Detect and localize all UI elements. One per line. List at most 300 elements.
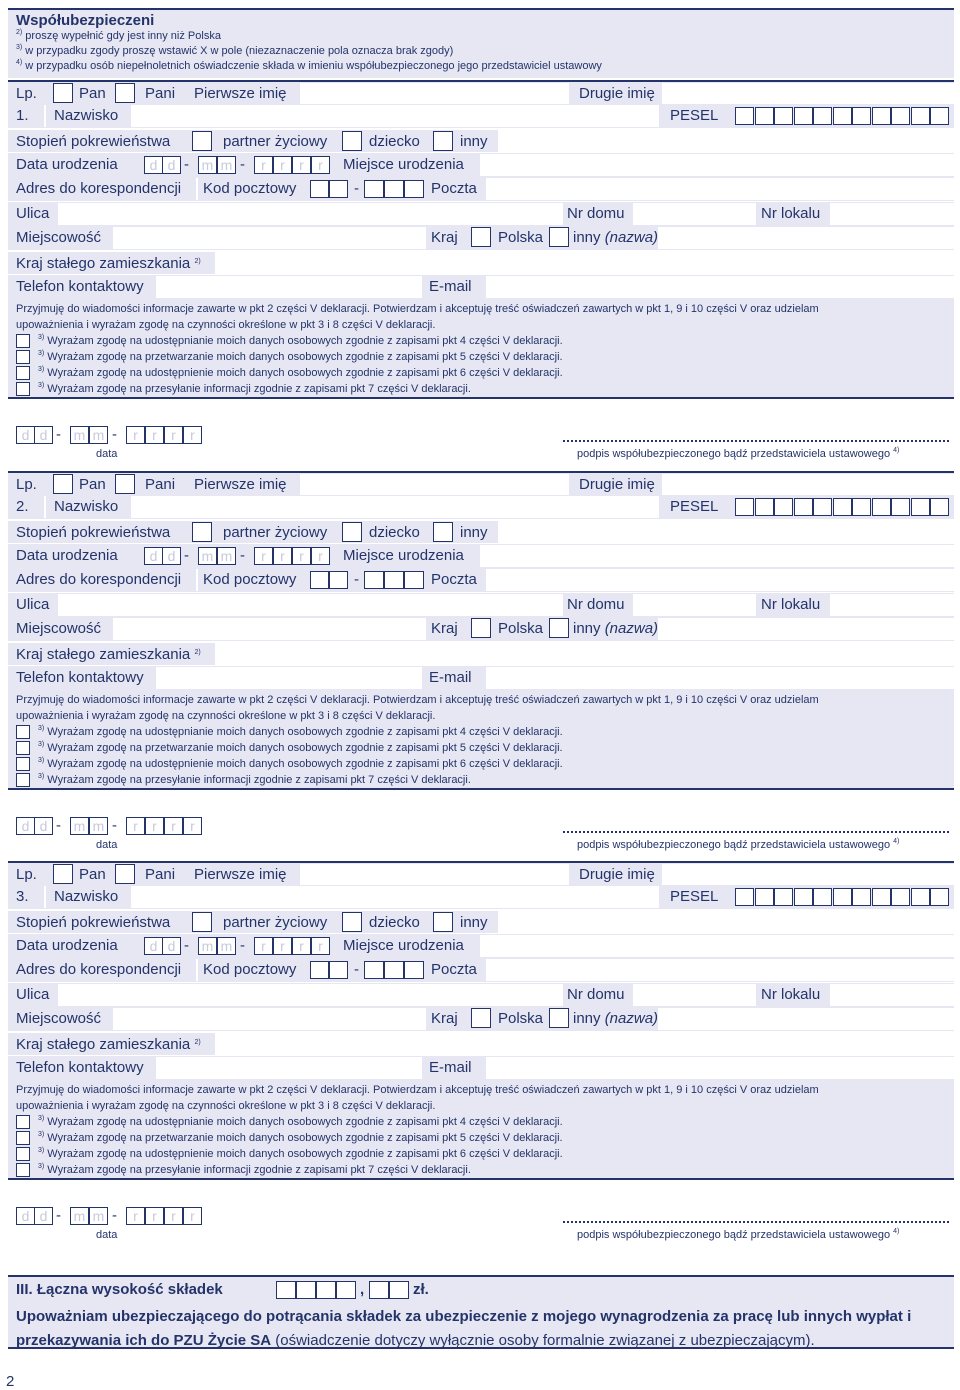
date-digit-box[interactable]: r <box>254 156 273 174</box>
coinsured-block <box>8 471 954 791</box>
consent-item: $^{3)}$ Wyrażam zgodę na udostępnienie moich danych osobowych zgodnie z zapisami pkt 6 części V deklaracji. <box>16 1146 946 1162</box>
other-relation-checkbox[interactable] <box>433 522 453 542</box>
postal-digit[interactable] <box>404 571 424 589</box>
street-field[interactable] <box>58 984 563 1006</box>
first-name-field[interactable] <box>300 474 569 496</box>
second-name-label: Drugie imię <box>579 476 655 493</box>
surname-label: Nazwisko <box>54 888 119 905</box>
date-digit-box[interactable]: d <box>144 156 163 174</box>
pesel-digit-box[interactable] <box>911 498 930 516</box>
consent-checkbox[interactable] <box>16 350 30 364</box>
pesel-digit-box[interactable] <box>852 888 871 906</box>
date-digit-box[interactable]: r <box>292 156 311 174</box>
date-digit-box[interactable]: d <box>162 547 181 565</box>
date-digit-box[interactable]: m <box>70 817 89 835</box>
other-country-checkbox[interactable] <box>549 227 569 247</box>
pani-label: Pani <box>145 866 176 883</box>
poland-checkbox[interactable] <box>471 1008 491 1028</box>
pesel-label: PESEL <box>670 888 719 905</box>
date-digit-box[interactable]: r <box>311 547 330 565</box>
partner-checkbox[interactable] <box>192 912 212 932</box>
total-premium-label: III. Łączna wysokość składek <box>16 1281 223 1298</box>
pesel-digit-box[interactable] <box>774 888 793 906</box>
signature-line[interactable] <box>563 831 949 833</box>
partner-checkbox[interactable] <box>192 522 212 542</box>
date-digit-box[interactable]: d <box>162 156 181 174</box>
date-digit-box[interactable]: r <box>311 937 330 955</box>
pani-checkbox[interactable] <box>115 864 135 884</box>
street-field[interactable] <box>58 594 563 616</box>
pesel-digit-box[interactable] <box>735 498 754 516</box>
decimal-comma: , <box>360 1281 365 1298</box>
pesel-digit-box[interactable] <box>833 888 852 906</box>
pesel-digit-box[interactable] <box>872 888 891 906</box>
premium-digit[interactable] <box>276 1281 296 1299</box>
consent-item: $^{3)}$ Wyrażam zgodę na przesyłanie informacji zgodnie z zapisami pkt 7 części V deklaracji. <box>16 1162 946 1178</box>
postal-code-label: Kod pocztowy <box>203 180 297 197</box>
partner-label: partner życiowy <box>223 914 328 931</box>
pan-label: Pan <box>79 866 106 883</box>
street-label: Ulica <box>16 986 50 1003</box>
residence-country-field[interactable] <box>215 643 954 667</box>
postal-digit[interactable] <box>329 571 348 589</box>
child-checkbox[interactable] <box>342 912 362 932</box>
pani-label: Pani <box>145 85 176 102</box>
child-checkbox[interactable] <box>342 522 362 542</box>
consent-checkbox[interactable] <box>16 382 30 396</box>
address-row <box>8 568 954 592</box>
consent-checkbox[interactable] <box>16 773 30 787</box>
address-row <box>8 177 954 201</box>
pesel-digit-box[interactable] <box>891 107 910 125</box>
pesel-digit-box[interactable] <box>891 498 910 516</box>
pesel-digit-box[interactable] <box>813 107 832 125</box>
signature-caption: podpis współubezpieczonego bądź przedstawiciela ustawowego $^{4)}$ <box>577 447 900 460</box>
city-label: Miejscowość <box>16 620 102 637</box>
consent-item: $^{3)}$ Wyrażam zgodę na przetwarzanie moich danych osobowych zgodnie z zapisami pkt 5 części V deklaracji. <box>16 1130 946 1146</box>
date-dash: - <box>184 547 189 564</box>
date-digit-box[interactable]: r <box>126 817 145 835</box>
birth-date-label: Data urodzenia <box>16 547 118 564</box>
pesel-digit-box[interactable] <box>813 498 832 516</box>
section-title: Współubezpieczeni <box>16 12 155 29</box>
residence-country-field[interactable] <box>215 252 954 276</box>
pesel-digit-box[interactable] <box>872 107 891 125</box>
date-digit-box[interactable]: m <box>217 547 236 565</box>
date-digit-box[interactable]: m <box>70 1207 89 1225</box>
address-label: Adres do korespondencji <box>16 180 182 197</box>
street-row <box>8 983 954 1007</box>
lp-label: Lp. <box>16 476 37 493</box>
poland-label: Polska <box>498 229 544 246</box>
date-digit-box[interactable]: r <box>164 1207 183 1225</box>
pesel-digit-box[interactable] <box>755 107 774 125</box>
birth-row <box>8 153 954 177</box>
relation-label: Stopień pokrewieństwa <box>16 524 171 541</box>
phone-field[interactable] <box>156 276 422 298</box>
section-iii <box>8 1275 954 1349</box>
poland-checkbox[interactable] <box>471 618 491 638</box>
consent-intro-2: upoważnienia i wyrażam zgodę na czynności określone w pkt 3 i 8 części V deklaracji. <box>16 710 436 722</box>
date-dash: - <box>240 937 245 954</box>
residence-country-label: Kraj stałego zamieszkania $^{2)}$ <box>16 255 201 272</box>
apartment-number-label: Nr lokalu <box>761 986 821 1003</box>
birth-place-field[interactable] <box>480 154 954 176</box>
date-digit-box[interactable]: m <box>198 547 217 565</box>
second-name-field[interactable] <box>662 474 954 496</box>
phone-label: Telefon kontaktowy <box>16 669 144 686</box>
pan-checkbox[interactable] <box>53 474 73 494</box>
email-label: E-mail <box>429 278 472 295</box>
pesel-digit-box[interactable] <box>774 498 793 516</box>
street-field[interactable] <box>58 203 563 225</box>
phone-field[interactable] <box>156 1057 422 1079</box>
partner-label: partner życiowy <box>223 133 328 150</box>
residence-country-field[interactable] <box>215 1033 954 1057</box>
house-number-label: Nr domu <box>567 986 625 1003</box>
other-country-label: inny (nazwa) <box>573 229 659 246</box>
pesel-digit-box[interactable] <box>755 888 774 906</box>
relation-row <box>8 909 954 933</box>
postal-digit[interactable] <box>329 180 348 198</box>
date-digit-box[interactable]: r <box>164 817 183 835</box>
premium-digit[interactable] <box>389 1281 409 1299</box>
consent-intro: Przyjmuję do wiadomości informacje zawarte w pkt 2 części V deklaracji. Potwierdzam i akceptuję treść oświadczeń zawartych w pkt 1, 9 i 10 części V oraz udzielam <box>16 1084 819 1096</box>
date-digit-box[interactable]: d <box>16 1207 35 1225</box>
date-dash: - <box>112 426 117 443</box>
date-dash: - <box>112 1207 117 1224</box>
country-label: Kraj <box>431 1010 458 1027</box>
consent-item: $^{3)}$ Wyrażam zgodę na udostępnianie moich danych osobowych zgodnie z zapisami pkt 4 części V deklaracji. <box>16 724 946 740</box>
pani-checkbox[interactable] <box>115 83 135 103</box>
lp-label: Lp. <box>16 85 37 102</box>
coinsured-block <box>8 80 954 400</box>
consent-checkbox[interactable] <box>16 757 30 771</box>
date-digit-box[interactable]: r <box>273 547 292 565</box>
consent-checkbox[interactable] <box>16 725 30 739</box>
date-digit-box[interactable]: m <box>217 156 236 174</box>
residence-row <box>8 250 954 274</box>
pesel-digit-box[interactable] <box>735 107 754 125</box>
consent-item: $^{3)}$ Wyrażam zgodę na przesyłanie informacji zgodnie z zapisami pkt 7 części V deklaracji. <box>16 381 946 397</box>
currency-label: zł. <box>413 1281 429 1298</box>
city-row <box>8 226 954 250</box>
pesel-digit-box[interactable] <box>872 498 891 516</box>
surname-field[interactable] <box>131 496 659 518</box>
post-office-field[interactable] <box>486 569 954 591</box>
postal-digit[interactable] <box>384 180 404 198</box>
street-row <box>8 593 954 617</box>
email-field[interactable] <box>486 1057 954 1079</box>
consent-checkbox[interactable] <box>16 334 30 348</box>
pesel-digit-box[interactable] <box>833 107 852 125</box>
person-number: 1. <box>16 107 29 124</box>
date-digit-box[interactable]: r <box>273 156 292 174</box>
surname-row <box>8 104 954 128</box>
date-digit-box[interactable]: m <box>89 426 108 444</box>
pesel-digit-box[interactable] <box>833 498 852 516</box>
premium-digit[interactable] <box>316 1281 336 1299</box>
phone-field[interactable] <box>156 667 422 689</box>
consent-checkbox[interactable] <box>16 1131 30 1145</box>
postal-digit[interactable] <box>384 961 404 979</box>
pesel-label: PESEL <box>670 498 719 515</box>
apartment-number-label: Nr lokalu <box>761 596 821 613</box>
date-dash: - <box>240 547 245 564</box>
pesel-digit-box[interactable] <box>911 107 930 125</box>
house-number-field[interactable] <box>633 594 756 616</box>
date-digit-box[interactable]: m <box>70 426 89 444</box>
date-digit-box[interactable]: r <box>126 426 145 444</box>
child-label: dziecko <box>369 524 420 541</box>
partner-checkbox[interactable] <box>192 131 212 151</box>
date-caption: data <box>96 1229 118 1241</box>
date-digit-box[interactable]: d <box>34 817 53 835</box>
birth-place-field[interactable] <box>480 935 954 957</box>
relation-label: Stopień pokrewieństwa <box>16 133 171 150</box>
house-number-label: Nr domu <box>567 205 625 222</box>
pesel-label: PESEL <box>670 107 719 124</box>
postal-digit[interactable] <box>404 961 424 979</box>
date-digit-box[interactable]: r <box>292 937 311 955</box>
date-digit-box[interactable]: r <box>183 426 202 444</box>
house-number-field[interactable] <box>633 203 756 225</box>
email-label: E-mail <box>429 1059 472 1076</box>
birth-row <box>8 544 954 568</box>
date-digit-box[interactable]: r <box>183 1207 202 1225</box>
residence-row <box>8 641 954 665</box>
apartment-number-label: Nr lokalu <box>761 205 821 222</box>
footnote-4: $^{4)}$ w przypadku osób niepełnoletnich oświadczenie składa w imieniu współubezpieczonego jego przedstawiciel ustawowy <box>16 59 602 72</box>
date-digit-box[interactable]: r <box>254 937 273 955</box>
postal-digit[interactable] <box>364 961 384 979</box>
residence-country-label: Kraj stałego zamieszkania $^{2)}$ <box>16 1036 201 1053</box>
contact-row <box>8 275 954 299</box>
pesel-digit-box[interactable] <box>794 888 813 906</box>
birth-place-label: Miejsce urodzenia <box>343 156 464 173</box>
pesel-digit-box[interactable] <box>891 888 910 906</box>
postal-digit[interactable] <box>329 961 348 979</box>
date-dash: - <box>112 817 117 834</box>
post-office-label: Poczta <box>431 180 477 197</box>
second-name-label: Drugie imię <box>579 866 655 883</box>
consent-item: $^{3)}$ Wyrażam zgodę na przetwarzanie moich danych osobowych zgodnie z zapisami pkt 5 części V deklaracji. <box>16 349 946 365</box>
date-digit-box[interactable]: d <box>16 817 35 835</box>
poland-label: Polska <box>498 1010 544 1027</box>
date-digit-box[interactable]: r <box>145 817 164 835</box>
first-name-field[interactable] <box>300 83 569 105</box>
pesel-digit-box[interactable] <box>930 498 949 516</box>
child-checkbox[interactable] <box>342 131 362 151</box>
city-field[interactable] <box>113 227 426 249</box>
pan-checkbox[interactable] <box>53 864 73 884</box>
postal-digit[interactable] <box>310 180 329 198</box>
signature-caption: podpis współubezpieczonego bądź przedstawiciela ustawowego $^{4)}$ <box>577 838 900 851</box>
second-name-field[interactable] <box>662 83 954 105</box>
contact-row <box>8 666 954 690</box>
other-country-field[interactable] <box>658 1008 954 1030</box>
pan-checkbox[interactable] <box>53 83 73 103</box>
apartment-number-field[interactable] <box>830 984 954 1006</box>
street-row <box>8 202 954 226</box>
pesel-digit-box[interactable] <box>930 888 949 906</box>
consent-intro-2: upoważnienia i wyrażam zgodę na czynności określone w pkt 3 i 8 części V deklaracji. <box>16 1100 436 1112</box>
signature-line[interactable] <box>563 440 949 442</box>
city-label: Miejscowość <box>16 1010 102 1027</box>
footnote-3: $^{3)}$ w przypadku zgody proszę wstawić X w pole (niezaznaczenie pola oznacza brak zgody) <box>16 44 454 57</box>
first-name-label: Pierwsze imię <box>194 85 287 102</box>
footnote-2: $^{2)}$ proszę wypełnić gdy jest inny niż Polska <box>16 29 221 42</box>
birth-place-label: Miejsce urodzenia <box>343 547 464 564</box>
date-digit-box[interactable]: m <box>198 156 217 174</box>
country-label: Kraj <box>431 229 458 246</box>
other-country-checkbox[interactable] <box>549 618 569 638</box>
postal-digit[interactable] <box>310 961 329 979</box>
house-number-field[interactable] <box>633 984 756 1006</box>
first-name-label: Pierwsze imię <box>194 476 287 493</box>
surname-row <box>8 885 954 909</box>
surname-label: Nazwisko <box>54 498 119 515</box>
pesel-digit-box[interactable] <box>794 498 813 516</box>
partner-label: partner życiowy <box>223 524 328 541</box>
postal-digit[interactable] <box>404 180 424 198</box>
pan-label: Pan <box>79 85 106 102</box>
email-field[interactable] <box>486 667 954 689</box>
pesel-digit-box[interactable] <box>852 498 871 516</box>
consent-block <box>8 690 954 790</box>
date-digit-box[interactable]: r <box>164 426 183 444</box>
other-relation-label: inny <box>460 133 488 150</box>
date-digit-box[interactable]: r <box>292 547 311 565</box>
signature-caption: podpis współubezpieczonego bądź przedstawiciela ustawowego $^{4)}$ <box>577 1228 900 1241</box>
other-relation-checkbox[interactable] <box>433 131 453 151</box>
residence-country-label: Kraj stałego zamieszkania $^{2)}$ <box>16 646 201 663</box>
poland-checkbox[interactable] <box>471 227 491 247</box>
postal-dash: - <box>354 180 359 197</box>
postal-digit[interactable] <box>310 571 329 589</box>
consent-checkbox[interactable] <box>16 1147 30 1161</box>
date-digit-box[interactable]: r <box>254 547 273 565</box>
pesel-digit-box[interactable] <box>852 107 871 125</box>
date-digit-box[interactable]: d <box>144 547 163 565</box>
date-digit-box[interactable]: d <box>144 937 163 955</box>
surname-field[interactable] <box>131 886 659 908</box>
consent-block <box>8 299 954 399</box>
surname-field[interactable] <box>131 105 659 127</box>
city-label: Miejscowość <box>16 229 102 246</box>
consent-checkbox[interactable] <box>16 1163 30 1177</box>
other-country-checkbox[interactable] <box>549 1008 569 1028</box>
page-number: 2 <box>6 1373 15 1390</box>
signature-line[interactable] <box>563 1221 949 1223</box>
pesel-digit-box[interactable] <box>755 498 774 516</box>
premium-digit[interactable] <box>336 1281 356 1299</box>
email-field[interactable] <box>486 276 954 298</box>
date-digit-box[interactable]: r <box>311 156 330 174</box>
postal-dash: - <box>354 571 359 588</box>
post-office-field[interactable] <box>486 959 954 981</box>
date-digit-box[interactable]: r <box>145 1207 164 1225</box>
other-relation-checkbox[interactable] <box>433 912 453 932</box>
date-digit-box[interactable]: m <box>89 1207 108 1225</box>
consent-checkbox[interactable] <box>16 1115 30 1129</box>
apartment-number-field[interactable] <box>830 594 954 616</box>
date-digit-box[interactable]: d <box>34 1207 53 1225</box>
consent-checkbox[interactable] <box>16 741 30 755</box>
other-relation-label: inny <box>460 524 488 541</box>
premium-digit[interactable] <box>296 1281 316 1299</box>
relation-label: Stopień pokrewieństwa <box>16 914 171 931</box>
city-row <box>8 617 954 641</box>
birth-place-field[interactable] <box>480 545 954 567</box>
postal-digit[interactable] <box>364 180 384 198</box>
other-country-field[interactable] <box>658 227 954 249</box>
date-dash: - <box>240 156 245 173</box>
city-row <box>8 1007 954 1031</box>
city-field[interactable] <box>113 1008 426 1030</box>
pesel-digit-box[interactable] <box>794 107 813 125</box>
date-digit-box[interactable]: r <box>145 426 164 444</box>
date-digit-box[interactable]: d <box>34 426 53 444</box>
date-dash: - <box>56 1207 61 1224</box>
postal-digit[interactable] <box>364 571 384 589</box>
postal-code-label: Kod pocztowy <box>203 961 297 978</box>
date-digit-box[interactable]: d <box>162 937 181 955</box>
pesel-digit-box[interactable] <box>911 888 930 906</box>
date-digit-box[interactable]: m <box>198 937 217 955</box>
header-block <box>8 8 954 78</box>
pani-label: Pani <box>145 476 176 493</box>
address-row <box>8 958 954 982</box>
surname-row <box>8 495 954 519</box>
city-field[interactable] <box>113 618 426 640</box>
date-digit-box[interactable]: r <box>273 937 292 955</box>
date-digit-box[interactable]: r <box>183 817 202 835</box>
contact-row <box>8 1056 954 1080</box>
phone-label: Telefon kontaktowy <box>16 1059 144 1076</box>
birth-place-label: Miejsce urodzenia <box>343 937 464 954</box>
post-office-field[interactable] <box>486 178 954 200</box>
pani-checkbox[interactable] <box>115 474 135 494</box>
postal-digit[interactable] <box>384 571 404 589</box>
poland-label: Polska <box>498 620 544 637</box>
date-digit-box[interactable]: d <box>16 426 35 444</box>
street-label: Ulica <box>16 596 50 613</box>
pan-label: Pan <box>79 476 106 493</box>
date-caption: data <box>96 448 118 460</box>
consent-block <box>8 1080 954 1180</box>
consent-checkbox[interactable] <box>16 366 30 380</box>
apartment-number-field[interactable] <box>830 203 954 225</box>
premium-digit[interactable] <box>369 1281 389 1299</box>
second-name-field[interactable] <box>662 864 954 886</box>
other-relation-label: inny <box>460 914 488 931</box>
pesel-digit-box[interactable] <box>930 107 949 125</box>
address-label: Adres do korespondencji <box>16 961 182 978</box>
date-digit-box[interactable]: m <box>217 937 236 955</box>
pesel-digit-box[interactable] <box>813 888 832 906</box>
house-number-label: Nr domu <box>567 596 625 613</box>
date-digit-box[interactable]: m <box>89 817 108 835</box>
date-digit-box[interactable]: r <box>126 1207 145 1225</box>
relation-row <box>8 519 954 543</box>
birth-row <box>8 934 954 958</box>
pesel-digit-box[interactable] <box>735 888 754 906</box>
first-name-field[interactable] <box>300 864 569 886</box>
other-country-field[interactable] <box>658 618 954 640</box>
consent-intro-2: upoważnienia i wyrażam zgodę na czynności określone w pkt 3 i 8 części V deklaracji. <box>16 319 436 331</box>
pesel-digit-box[interactable] <box>774 107 793 125</box>
